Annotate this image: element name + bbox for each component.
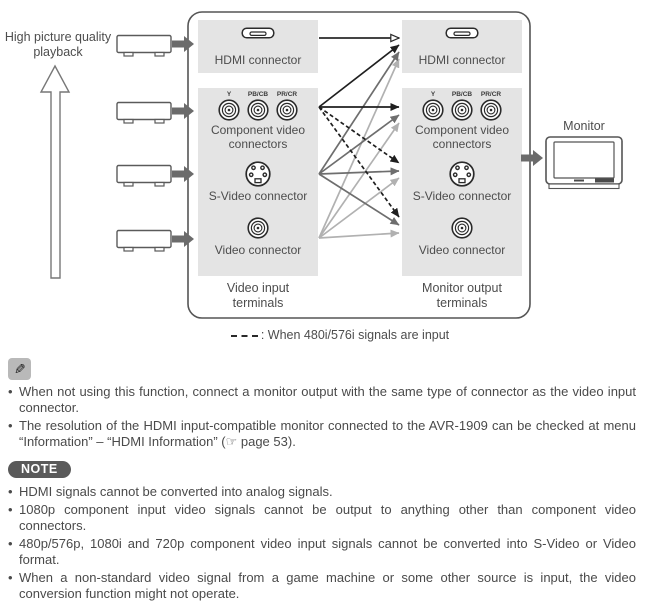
rca-jack-icon [422,99,444,121]
arrow-svideo-to-svideo [319,171,399,174]
svideo-jack-icon [449,161,475,187]
note-item: • 480p/576p, 1080i and 720p component video input signals cannot be converted into S-Video or Video format. [8,536,636,568]
note-badge: NOTE [8,461,71,478]
jack-label-pbcb: PB/CB [451,91,473,98]
output-hdmi-label: HDMI connector [418,53,506,67]
video-jack-icon [451,217,473,239]
source-device-2 [117,103,171,124]
source-device-4 [117,231,171,252]
output-hdmi-block [402,20,522,73]
arrow-video-to-component [319,123,399,238]
jack-label-prcr: PR/CR [480,91,502,98]
dashed-line-sample [231,335,258,337]
arrow-component-to-svideo [319,107,399,163]
legend [170,328,510,342]
note-item: • When not using this function, connect a monitor output with the same type of connector as the video input connector. [8,384,636,416]
output-main-block [402,88,522,276]
input-caption: Video input terminals [226,281,290,310]
jack-label-y: Y [430,91,436,98]
arrow-component-to-video [319,107,399,217]
note-item: • The resolution of the HDMI input-compatible monitor connected to the AVR-1909 can be checked at menu “Information” – “HDMI Information” (☞ page 53). [8,418,636,450]
note-list [8,484,636,602]
input-svideo-label: S-Video connector [208,189,308,203]
hdmi-icon [198,27,318,46]
arrow-svideo-to-component [319,115,399,174]
note-item: • 1080p component input video signals cannot be output to anything other than component video connectors. [8,502,636,534]
video-jack-icon [247,217,269,239]
note-item: • HDMI signals cannot be converted into analog signals. [8,484,636,500]
rca-jack-icon [451,99,473,121]
rca-jack-icon [218,99,240,121]
input-component-label: Component video connectors [210,123,306,151]
arrow-component-to-hdmi [319,45,399,107]
side-label: High picture quality playback [4,30,112,59]
hdmi-icon [402,27,522,46]
up-arrow [41,66,69,278]
pencil-icon: ✎ [8,358,31,380]
input-main-block [198,88,318,276]
output-video-label: Video connector [418,243,506,257]
rca-jack-icon [276,99,298,121]
notes-section [0,352,646,602]
input-arrow [172,103,194,119]
input-hdmi-label: HDMI connector [214,53,302,67]
arrow-video-to-hdmi [319,59,399,238]
jack-label-y: Y [226,91,232,98]
pencil-note-list [8,384,636,450]
note-item: • When a non-standard video signal from a game machine or some other source is input, the video conversion function might not operate. [8,570,636,602]
input-arrow [172,231,194,247]
legend-text: : When 480i/576i signals are input [260,328,450,342]
rca-jack-icon [480,99,502,121]
monitor-label: Monitor [563,119,605,133]
arrow-video-to-svideo [319,178,399,238]
input-video-label: Video connector [214,243,302,257]
jack-label-prcr: PR/CR [276,91,298,98]
input-arrow [172,36,194,52]
arrow-video-to-video [319,233,399,238]
monitor-icon [546,137,622,189]
arrow-svideo-to-hdmi [319,52,399,174]
output-caption: Monitor output terminals [422,281,502,310]
conversion-arrows [319,38,399,238]
input-arrow [172,166,194,182]
monitor-arrow [521,150,543,166]
output-component-label: Component video connectors [414,123,510,151]
rca-jack-icon [247,99,269,121]
svideo-jack-icon [245,161,271,187]
jack-label-pbcb: PB/CB [247,91,269,98]
source-device-1 [117,36,171,57]
arrow-svideo-to-video [319,174,399,225]
output-svideo-label: S-Video connector [412,189,512,203]
source-device-3 [117,166,171,187]
input-hdmi-block [198,20,318,73]
